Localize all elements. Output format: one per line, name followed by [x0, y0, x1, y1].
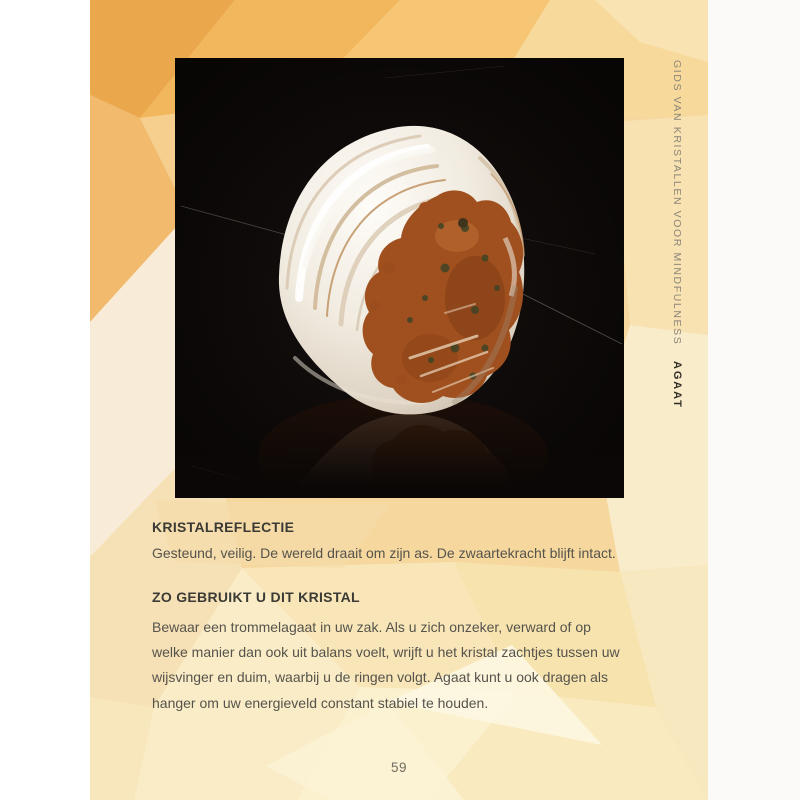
usage-line: wijsvinger en duim, waarbij u de ringen volgt. Agaat kunt u ook dragen als: [152, 669, 609, 686]
usage-heading: ZO GEBRUIKT U DIT KRISTAL: [152, 589, 360, 605]
book-page: [90, 0, 708, 800]
page-number: 59: [390, 760, 408, 775]
spine-chapter-label: AGAAT: [671, 361, 683, 410]
usage-paragraph: [152, 615, 620, 716]
usage-line: welke manier dan ook uit balans voelt, wrijft u het kristal zachtjes tussen uw: [152, 644, 620, 661]
usage-line: Bewaar een trommelagaat in uw zak. Als u zich onzeker, verward of op: [152, 619, 591, 635]
reflection-heading: KRISTALREFLECTIE: [152, 519, 295, 535]
agate-stone-illustration: [175, 58, 624, 498]
spine-book-title: GIDS VAN KRISTALLEN VOOR MINDFULNESS: [671, 60, 683, 346]
crystal-photo: [175, 58, 624, 498]
spine-vertical-text: [668, 60, 686, 409]
usage-line: hanger om uw energieveld constant stabiel te houden.: [152, 694, 489, 711]
scan-right-margin: [708, 0, 800, 800]
reflection-body: Gesteund, veilig. De wereld draait om zijn as. De zwaartekracht blijft intact.: [152, 545, 616, 561]
